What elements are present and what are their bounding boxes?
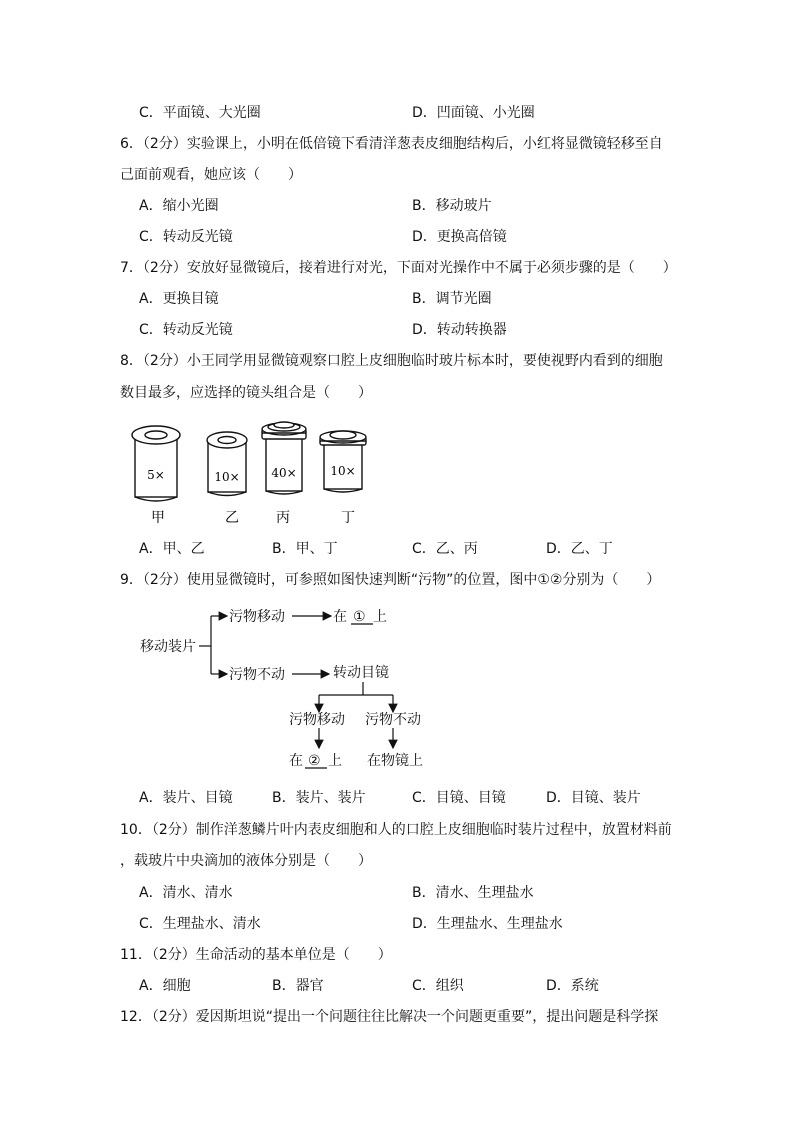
lens-bing-objective <box>262 422 306 494</box>
q11-option-c: C．组织 <box>412 978 464 994</box>
q11-option-a: A．细胞 <box>139 978 191 994</box>
q9-option-c: C．目镜、目镜 <box>412 790 506 806</box>
q7-option-d: D．转动转换器 <box>412 322 507 338</box>
q5-option-d: D．凹面镜、小光圈 <box>412 105 535 121</box>
lens-figure <box>130 415 370 530</box>
q10-option-d: D．生理盐水、生理盐水 <box>412 916 563 932</box>
lens-bing-mag: 40× <box>271 466 297 480</box>
lens-jia-eyepiece <box>132 426 180 501</box>
flow-on-1-prefix: 在 <box>333 609 347 625</box>
lens-yi-eyepiece <box>207 432 247 496</box>
q9-option-a: A．装片、目镜 <box>139 790 233 806</box>
q8-stem-line2: 数目最多，应选择的镜头组合是（ ） <box>120 385 372 401</box>
q6-option-b: B．移动玻片 <box>412 198 492 214</box>
lens-jia-name: 甲 <box>151 510 165 526</box>
q8-option-a: A．甲、乙 <box>139 541 205 557</box>
flow-dirt-still-1: 污物不动 <box>229 667 285 683</box>
dirt-location-flowchart <box>135 600 445 780</box>
q8-option-d: D．乙、丁 <box>546 541 613 557</box>
lens-yi-name: 乙 <box>225 510 239 526</box>
lens-ding-name: 丁 <box>341 510 355 526</box>
flow-circle-1: ① <box>353 609 366 625</box>
q6-option-d: D．更换高倍镜 <box>412 229 507 245</box>
q7-option-a: A．更换目镜 <box>139 291 219 307</box>
q9-option-b: B．装片、装片 <box>272 790 366 806</box>
flow-on-2-suffix: 上 <box>328 753 342 769</box>
q9-option-d: D．目镜、装片 <box>546 790 641 806</box>
q11-option-b: B．器官 <box>272 978 324 994</box>
q11-stem-line1: 11．（2分）生命活动的基本单位是（ ） <box>120 947 392 963</box>
q7-stem-line1: 7．（2分）安放好显微镜后，接着进行对光，下面对光操作中不属于必须步骤的是（ ） <box>120 260 677 276</box>
q8-option-c: C．乙、丙 <box>412 541 478 557</box>
q10-option-c: C．生理盐水、清水 <box>139 916 261 932</box>
flow-on-2-prefix: 在 <box>289 753 303 769</box>
flow-move-slide: 移动装片 <box>140 639 196 655</box>
q12-stem-line1: 12．（2分）爱因斯坦说“提出一个问题往往比解决一个问题更重要”，提出问题是科学探 <box>120 1009 659 1025</box>
q6-option-c: C．转动反光镜 <box>139 229 233 245</box>
q8-option-b: B．甲、丁 <box>272 541 338 557</box>
lens-yi-mag: 10× <box>214 470 240 484</box>
lens-ding-mag: 10× <box>330 464 356 478</box>
q7-option-c: C．转动反光镜 <box>139 322 233 338</box>
q8-stem-line1: 8．（2分）小王同学用显微镜观察口腔上皮细胞临时玻片标本时，要使视野内看到的细胞 <box>120 353 663 369</box>
flow-dirt-still-2: 污物不动 <box>365 712 421 728</box>
lens-bing-name: 丙 <box>276 510 290 526</box>
flow-circle-2: ② <box>308 753 321 769</box>
q5-option-c: C．平面镜、大光圈 <box>139 105 261 121</box>
q10-stem-line1: 10．（2分）制作洋葱鳞片叶内表皮细胞和人的口腔上皮细胞临时装片过程中，放置材料前 <box>120 822 672 838</box>
lens-ding-objective <box>320 431 366 492</box>
q6-stem-line1: 6．（2分）实验课上，小明在低倍镜下看清洋葱表皮细胞结构后，小红将显微镜轻移至自 <box>120 136 663 152</box>
q6-option-a: A．缩小光圈 <box>139 198 219 214</box>
flow-on-objective: 在物镜上 <box>367 753 423 769</box>
flow-on-1-suffix: 上 <box>373 609 387 625</box>
q6-stem-line2: 己面前观看，她应该（ ） <box>120 167 302 183</box>
q10-option-b: B．清水、生理盐水 <box>412 885 534 901</box>
q9-stem-line1: 9．（2分）使用显微镜时，可参照如图快速判断“污物”的位置，图中①②分别为（ ） <box>120 572 661 588</box>
q11-option-d: D．系统 <box>546 978 599 994</box>
lens-jia-mag: 5× <box>147 468 165 482</box>
flow-turn-eyepiece: 转动目镜 <box>333 665 389 681</box>
flow-dirt-moves-2: 污物移动 <box>289 712 345 728</box>
q7-option-b: B．调节光圈 <box>412 291 492 307</box>
q10-stem-line2: ，载玻片中央滴加的液体分别是（ ） <box>120 853 372 869</box>
flow-dirt-moves-1: 污物移动 <box>229 609 285 625</box>
q10-option-a: A．清水、清水 <box>139 885 233 901</box>
